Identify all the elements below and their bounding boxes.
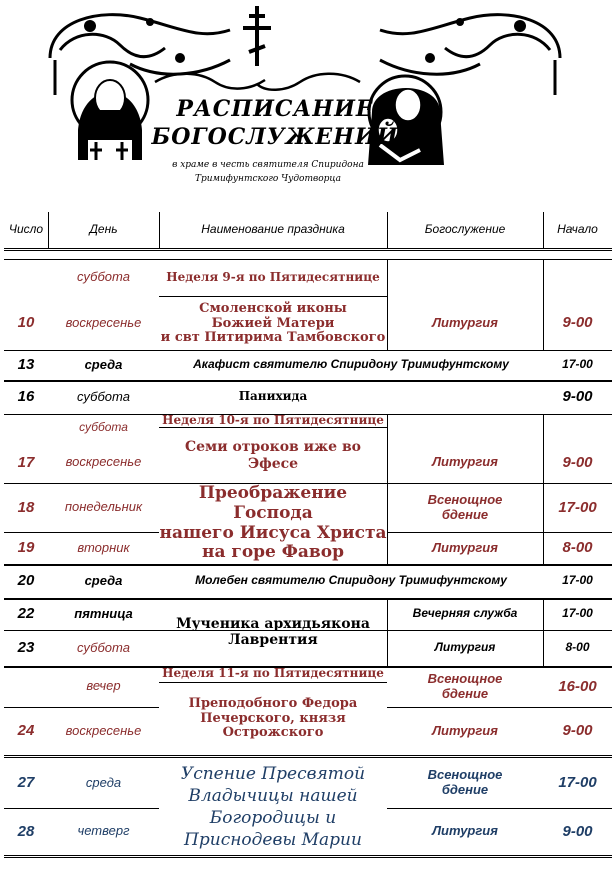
day-cell: воскресенье	[65, 314, 142, 330]
service-cell	[387, 483, 543, 532]
service-cell: Литургия	[432, 314, 498, 330]
service-line: бдение	[441, 685, 489, 701]
start-cell: 9-00	[562, 388, 593, 406]
header	[0, 0, 614, 210]
feast-line: Лаврентия	[228, 632, 318, 648]
column-header-day: День	[89, 222, 118, 237]
date-cell: 28	[17, 822, 35, 840]
day-cell: воскресенье	[65, 722, 142, 738]
date-cell: 10	[17, 314, 35, 332]
start-cell: 9-00	[562, 722, 593, 740]
service-cell: Литургия	[432, 539, 498, 555]
day-cell: суббота	[77, 269, 130, 285]
feast-line: Семи отроков иже во	[184, 439, 362, 456]
service-line: Всенощное	[427, 767, 503, 783]
feast-line: Владычицы нашей	[188, 785, 358, 806]
column-header-date: Число	[8, 222, 44, 237]
subtitle-line2: Тримифунтского Чудотворца	[194, 174, 342, 184]
day-cell: суббота	[77, 639, 130, 655]
start-cell: 17-00	[562, 573, 593, 588]
feast-line: Эфесе	[247, 455, 299, 472]
feast-cell: Молебен святителю Спиридону Тримифунтскому	[195, 573, 507, 588]
saint-icon	[72, 62, 148, 162]
service-cell: Литургия	[432, 722, 498, 738]
day-cell: среда	[84, 572, 123, 588]
table-header-row	[0, 212, 614, 248]
service-line: бдение	[441, 782, 489, 797]
feast-line: на горе Фавор	[202, 542, 344, 563]
service-cell: Литургия	[432, 454, 498, 470]
feast-line: и свт Питирима Тамбовского	[160, 330, 386, 346]
date-cell: 24	[17, 722, 35, 740]
date-cell: 16	[17, 388, 35, 406]
service-cell	[387, 666, 543, 707]
date-cell: 22	[17, 605, 35, 623]
feast-cell	[159, 760, 387, 854]
subtitle-line1: в храме в честь святителя Спиридона	[172, 160, 364, 170]
feast-line: Смоленской иконы	[199, 300, 347, 316]
day-cell: среда	[85, 774, 122, 790]
date-cell: 19	[17, 539, 35, 557]
schedule-title-line1: РАСПИСАНИЕ	[176, 96, 374, 122]
day-cell: среда	[84, 356, 123, 372]
day-cell: воскресенье	[65, 454, 142, 470]
feast-line: Преображение Господа	[198, 483, 348, 523]
feast-line: Мученика архидьякона	[176, 615, 370, 632]
column-header-service: Богослужение	[424, 222, 506, 237]
service-cell: Вечерняя служба	[412, 606, 518, 621]
start-cell: 16-00	[558, 677, 597, 695]
schedule-title-line2: БОГОСЛУЖЕНИЙ	[151, 124, 399, 150]
day-cell: суббота	[77, 388, 130, 404]
feast-cell: Неделя 10-я по Пятидесятнице	[162, 413, 384, 428]
start-cell: 17-00	[558, 498, 597, 516]
date-cell: 23	[17, 639, 35, 657]
start-cell: 17-00	[558, 774, 597, 792]
column-header-feast: Наименование праздника	[201, 222, 345, 237]
feast-cell: Неделя 11-я по Пятидесятнице	[162, 666, 384, 681]
date-cell: 13	[17, 356, 35, 374]
feast-cell: Неделя 9-я по Пятидесятнице	[166, 269, 380, 284]
date-cell: 27	[17, 774, 35, 792]
date-cell: 18	[17, 498, 35, 516]
date-cell: 17	[17, 453, 35, 471]
service-cell: Литургия	[432, 823, 498, 839]
feast-line: Приснодевы Марии	[184, 830, 362, 851]
day-cell: четверг	[77, 823, 130, 839]
feast-cell: Акафист святителю Спиридону Тримифунтскому	[193, 357, 509, 372]
start-cell: 17-00	[562, 606, 593, 621]
start-cell: 8-00	[565, 640, 590, 655]
feast-line: Успение Пресвятой	[180, 763, 366, 784]
day-cell: вечер	[86, 678, 121, 694]
feast-cell	[159, 598, 387, 666]
service-line: Всенощное	[427, 670, 503, 686]
start-cell: 17-00	[562, 357, 593, 372]
day-cell: суббота	[79, 420, 128, 435]
start-cell: 9-00	[562, 822, 593, 840]
feast-line: Печерского, князя	[200, 710, 346, 726]
feast-line: Божией Матери	[211, 315, 335, 331]
feast-line: Острожского	[222, 725, 324, 741]
feast-line: Преподобного Федора	[188, 695, 358, 711]
feast-cell	[159, 428, 387, 483]
orthodox-cross-icon	[243, 6, 271, 66]
date-cell: 20	[17, 572, 35, 590]
feast-line: Богородицы и	[209, 808, 337, 828]
service-cell: Литургия	[434, 640, 496, 655]
start-cell: 8-00	[562, 539, 593, 557]
service-line: бдение	[441, 506, 489, 522]
feast-cell	[159, 483, 387, 564]
feast-cell	[159, 683, 387, 755]
feast-line: нашего Иисуса Христа	[159, 522, 387, 543]
feast-cell: Панихида	[238, 389, 308, 404]
column-header-start: Начало	[557, 222, 598, 237]
start-cell: 9-00	[562, 314, 593, 332]
service-line: Всенощное	[427, 491, 503, 507]
day-cell: пятница	[74, 605, 133, 621]
day-cell: понедельник	[64, 499, 143, 515]
day-cell: вторник	[77, 539, 130, 555]
start-cell: 9-00	[562, 453, 593, 471]
service-cell	[387, 758, 543, 808]
